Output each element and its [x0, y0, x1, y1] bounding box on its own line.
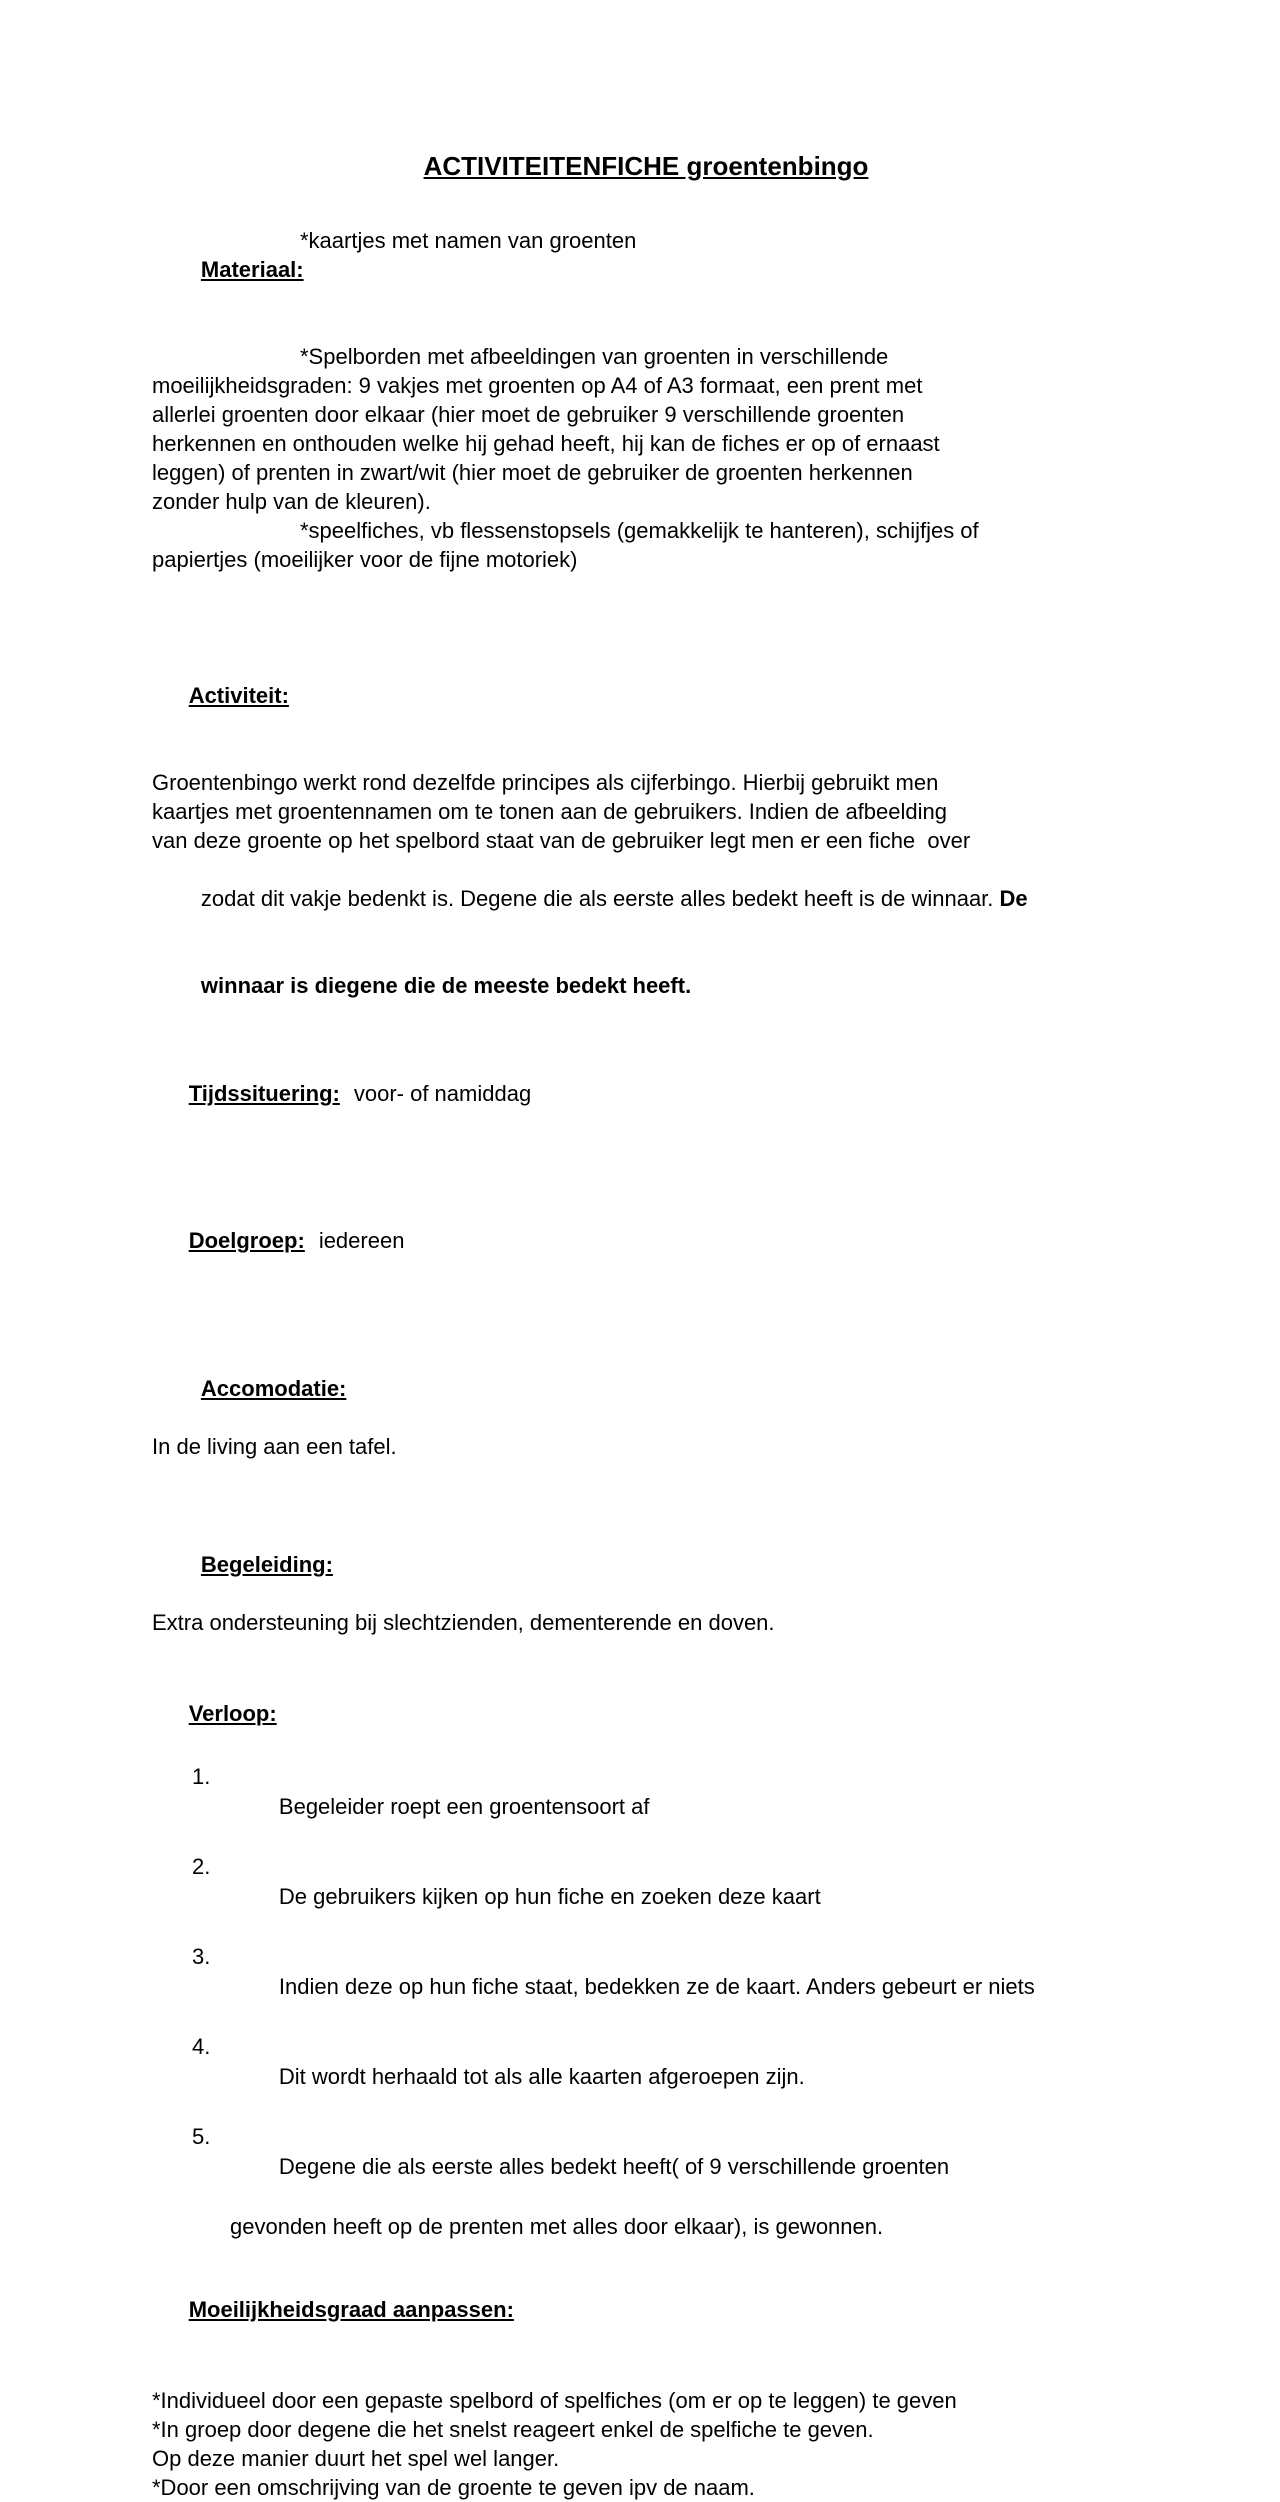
- materiaal-line: [152, 226, 1140, 342]
- moeilijkheidsgraad-line: *Individueel door een gepaste spelbord of spelfiches (om er op te leggen) te geven: [152, 2388, 957, 2413]
- section-label-tijdssituering: Tijdssituering:: [188, 1081, 340, 1106]
- list-item-number: 2.: [192, 1854, 211, 1879]
- materiaal-line: moeilijkheidsgraden: 9 vakjes met groenten op A4 of A3 formaat, een prent met: [152, 373, 923, 398]
- list-item: [152, 2122, 1140, 2212]
- activiteit-line: kaartjes met groentennamen om te tonen aan de gebruikers. Indien de afbeelding: [152, 799, 947, 824]
- moeilijkheidsgraad-line: Op deze manier duurt het spel wel langer.: [152, 2446, 560, 2471]
- materiaal-line: *speelfiches, vb flessenstopsels (gemakkelijk te hanteren), schijfjes of: [300, 518, 979, 543]
- begeleiding-line: Extra ondersteuning bij slechtzienden, dementerende en doven.: [152, 1610, 775, 1635]
- section-heading-verloop: [152, 1670, 1140, 1757]
- section-accomodatie: [152, 1345, 1140, 1461]
- section-materiaal: [152, 226, 1140, 574]
- activiteit-line: Groentenbingo werkt rond dezelfde principes als cijferbingo. Hierbij gebruikt men: [152, 770, 939, 795]
- materiaal-line: *Spelborden met afbeeldingen van groenten in verschillende: [300, 344, 889, 369]
- section-label-begeleiding: Begeleiding:: [200, 1552, 333, 1577]
- section-tijdssituering: [152, 1050, 1140, 1137]
- activiteit-line: van deze groente op het spelbord staat van de gebruiker legt men er een fiche over: [152, 828, 971, 853]
- list-item-number: 5.: [192, 2124, 211, 2149]
- list-item: [152, 2032, 1140, 2122]
- moeilijkheidsgraad-paragraph: [152, 2386, 1140, 2502]
- list-item: [152, 1852, 1140, 1942]
- materiaal-line: leggen) of prenten in zwart/wit (hier moet de gebruiker de groenten herkennen: [152, 460, 913, 485]
- list-item-number: 4.: [192, 2034, 211, 2059]
- list-item: [152, 1762, 1140, 1852]
- doelgroep-value: iedereen: [318, 1228, 405, 1253]
- moeilijkheidsgraad-line: *Door een omschrijving van de groente te geven ipv de naam.: [152, 2475, 755, 2500]
- materiaal-line: allerlei groenten door elkaar (hier moet de gebruiker 9 verschillende groenten: [152, 402, 905, 427]
- activiteit-paragraph: [152, 768, 1140, 1029]
- activiteit-line: [152, 855, 1140, 942]
- document-content: [152, 0, 1140, 2502]
- list-item-number: 1.: [192, 1764, 211, 1789]
- activiteit-line-regular: zodat dit vakje bedenkt is. Degene die als eerste alles bedekt heeft is de winnaar.: [200, 886, 1000, 911]
- accomodatie-line: In de living aan een tafel.: [152, 1434, 397, 1459]
- section-label-accomodatie: Accomodatie:: [200, 1376, 347, 1401]
- list-item-text: De gebruikers kijken op hun fiche en zoeken deze kaart: [278, 1884, 821, 1909]
- section-label-moeilijkheidsgraad: Moeilijkheidsgraad aanpassen:: [188, 2297, 514, 2322]
- materiaal-item: *kaartjes met namen van groenten: [300, 228, 637, 253]
- materiaal-line: herkennen en onthouden welke hij gehad heeft, hij kan de fiches er op of ernaast: [152, 431, 940, 456]
- verloop-list: [152, 1762, 1140, 2242]
- activiteit-line-bold: De: [999, 886, 1028, 911]
- tijdssituering-value: voor- of namiddag: [353, 1081, 532, 1106]
- list-item-continuation: gevonden heeft op de prenten met alles door elkaar), is gewonnen.: [230, 2214, 884, 2239]
- list-item-text: Dit wordt herhaald tot als alle kaarten afgeroepen zijn.: [278, 2064, 805, 2089]
- section-doelgroep: [152, 1197, 1140, 1284]
- list-item-text: Degene die als eerste alles bedekt heeft( of 9 verschillende groenten: [278, 2154, 950, 2179]
- materiaal-line: zonder hulp van de kleuren).: [152, 489, 431, 514]
- activiteit-line: [152, 942, 1140, 1029]
- activiteit-line-bold: winnaar is diegene die de meeste bedekt heeft.: [200, 973, 692, 998]
- section-label-verloop: Verloop:: [188, 1701, 277, 1726]
- section-heading-activiteit: [152, 652, 1140, 739]
- section-heading-begeleiding: [152, 1521, 1140, 1608]
- list-item-number: 3.: [192, 1944, 211, 1969]
- section-label-doelgroep: Doelgroep:: [188, 1228, 305, 1253]
- document-title: ACTIVITEITENFICHE groentenbingo: [423, 151, 869, 181]
- section-label-materiaal: Materiaal:: [200, 257, 304, 282]
- list-item-text: Indien deze op hun fiche staat, bedekken ze de kaart. Anders gebeurt er niets: [278, 1974, 1035, 1999]
- list-item-text: Begeleider roept een groentensoort af: [278, 1794, 650, 1819]
- section-begeleiding: [152, 1521, 1140, 1637]
- moeilijkheidsgraad-line: *In groep door degene die het snelst reageert enkel de spelfiche te geven.: [152, 2417, 874, 2442]
- list-item: [152, 1942, 1140, 2032]
- section-label-activiteit: Activiteit:: [188, 683, 289, 708]
- section-heading-accomodatie: [152, 1345, 1140, 1432]
- materiaal-line: papiertjes (moeilijker voor de fijne motoriek): [152, 547, 578, 572]
- section-heading-moeilijkheidsgraad: [152, 2266, 1140, 2353]
